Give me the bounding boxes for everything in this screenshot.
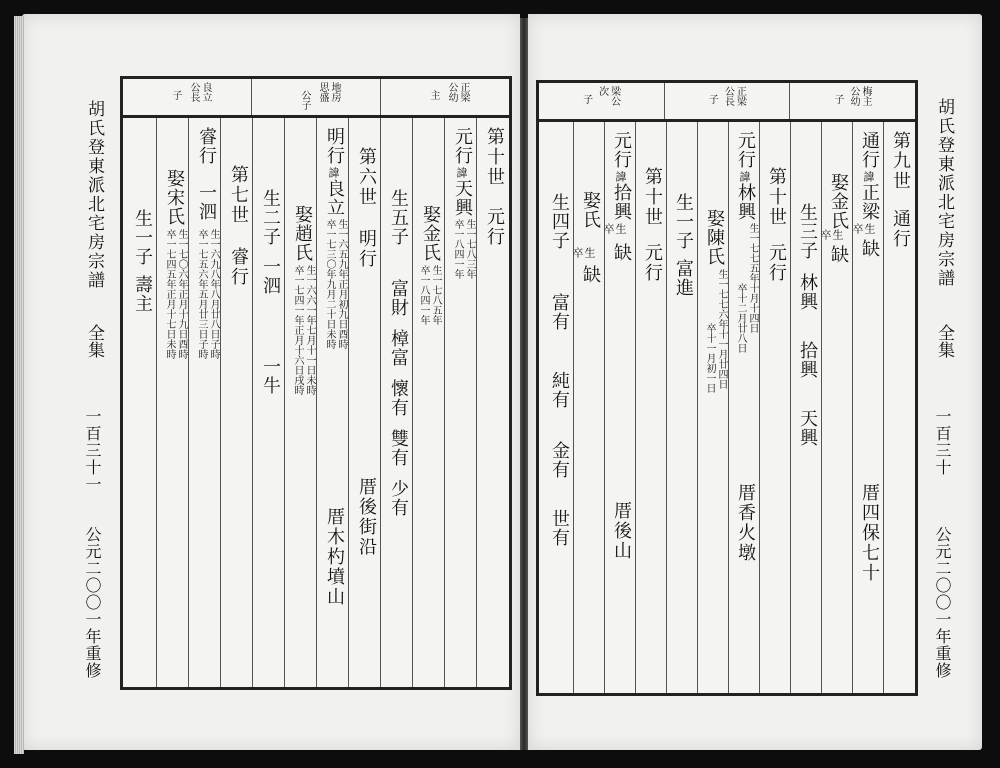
person-name: 元行: [735, 131, 756, 169]
birth-date: 生一七八三年: [464, 219, 475, 279]
son-name: 一牛: [260, 357, 281, 395]
death-date: 卒: [851, 223, 864, 234]
generation-label: 第十世: [484, 127, 505, 187]
header-cell: 正梁 公長 子: [664, 83, 790, 119]
sons-count: 生一子: [132, 209, 153, 266]
reprint-note: 公元二〇〇一年重修: [933, 526, 952, 679]
son-name: 少有: [388, 479, 409, 517]
generation-label: 第六世: [356, 147, 377, 207]
death-date: 卒一七三〇年九月二十日未時: [324, 219, 335, 349]
son-name: 樟富: [388, 329, 409, 367]
sons-count: 生四子: [549, 193, 570, 250]
header-cell: 地房 思盛 公子: [251, 79, 380, 115]
left-page: [22, 14, 520, 750]
son-name: 雙有: [388, 429, 409, 467]
status-missing: 缺: [611, 243, 632, 262]
genealogy-table: 梅主 公幼 子 正梁 公長 子 梁公 次 子 第九世 通行 通行 諱 正梁 生 卒 缺 厝四保七十 娶金氏 生 卒 缺 生三子 林興 拾興 天興 第十世 元行 元行 諱 林興 生一七七五年十月十四日 卒十二月廿八日 厝香火墩 娶陳氏 生一七七六年十一月廿四日 卒十一月初一日 生一子 富進 第十世 元行 元行 諱 拾興 生 卒 缺 厝後山 娶氏 生 卒 缺 生四子 富有 純有 金有 世有: [536, 80, 918, 696]
person-given-name: 一泗: [196, 183, 217, 221]
generation-label: 第十世: [642, 167, 663, 227]
grave-location: 厝四保七十: [859, 483, 880, 583]
birth-date: 生一六九八年八月廿八日子時: [208, 229, 219, 359]
death-date: 卒: [571, 247, 584, 258]
son-name: 金有: [549, 441, 570, 479]
person-name: 明行: [324, 127, 345, 165]
sons-count: 生五子: [388, 189, 409, 246]
spouse-name: 娶金氏: [828, 173, 849, 230]
right-page: [528, 14, 982, 750]
death-date: 卒: [819, 229, 832, 240]
spouse-name: 娶金氏: [420, 205, 441, 262]
generation-name: 通行: [890, 209, 911, 249]
person-name: 元行: [611, 131, 632, 169]
person-given-name: 正梁: [859, 183, 880, 221]
status-missing: 缺: [580, 265, 601, 284]
reprint-note: 公元二〇〇一年重修: [83, 526, 102, 679]
death-date: 卒一七五六年五月廿三日子時: [196, 229, 207, 359]
series-label: 全集: [84, 324, 104, 358]
sons-count: 生二子: [260, 189, 281, 246]
page-number: 一百三十一: [83, 408, 102, 493]
son-name: 懷有: [388, 379, 409, 417]
birth-date: 生一六五九年正月初九日酉時: [336, 219, 347, 349]
son-name: 純有: [549, 371, 570, 409]
birth-date: 生: [831, 229, 844, 240]
person-given-name: 拾興: [611, 183, 632, 221]
book-title: 胡氏登東派北宅房宗譜: [934, 98, 954, 288]
person-given-name: 林興: [735, 183, 756, 221]
grave-location: 厝後街沿: [356, 477, 377, 557]
son-name: 拾興: [797, 341, 818, 379]
death-date: 卒十二月廿八日: [735, 283, 746, 353]
son-name: 壽主: [132, 275, 153, 313]
grave-location: 厝木杓墳山: [324, 507, 345, 607]
person-name: 睿行: [196, 127, 217, 165]
birth-date: 生: [583, 247, 596, 258]
birth-date: 生一七八五年: [430, 265, 441, 325]
status-missing: 缺: [859, 239, 880, 258]
header-cell: 良立 公長 子: [170, 82, 211, 102]
sons-count: 生一子: [673, 193, 694, 250]
birth-date: 生一七七六年十一月廿四日: [716, 269, 727, 389]
sons-count: 生三子: [797, 203, 818, 260]
birth-date: 生: [614, 223, 627, 234]
spouse-name: 娶氏: [580, 191, 601, 229]
book-title: 胡氏登東派北宅房宗譜: [84, 100, 104, 290]
person-name: 元行: [452, 127, 473, 165]
birth-date: 生一六六一年七月十一日未時: [304, 265, 315, 395]
spouse-name: 娶趙氏: [292, 205, 313, 262]
death-date: 卒一七四一年正月十六日戌時: [292, 265, 303, 395]
series-label: 全集: [934, 324, 954, 358]
son-name: 世有: [549, 509, 570, 547]
generation-label: 第十世: [766, 167, 787, 227]
genealogy-table: 正梁 公幼 主 地房 思盛 公子 良立 公長 子 第十世 元行 元行 諱 天興 生一七八三年 卒一八四一年 娶金氏 生一七八五年 卒一八四一年 生五子 富財 樟富 懷有 雙有 少有 厝後街沿 第六世 明行 明行 諱 良立 生一六五九年正月初九日酉時 卒一七三〇年九月二十日未時 娶趙氏 生一六六一年七月十一日未時 卒一七四一年正月十六日戌時 厝木杓墳山 生二子 一泗 一牛 第七世 睿行 睿行 一泗 生一六九八年八月廿八日子時 卒一七五六年五月廿三日子時 娶宋氏 生一七〇六年正月十九日酉時 卒一七四五年正月十七日未時 生一子 壽主: [120, 76, 512, 690]
death-date: 卒: [602, 223, 615, 234]
birth-date: 生一七七五年十月十四日: [747, 223, 758, 333]
generation-label: 第九世: [890, 131, 911, 191]
person-name: 通行: [859, 131, 880, 169]
grave-location: 厝後山: [611, 501, 632, 561]
generation-name: 明行: [356, 229, 377, 269]
son-name: 富財: [388, 279, 409, 317]
person-given-name: 天興: [452, 179, 473, 217]
page-number: 一百三十: [933, 408, 952, 476]
birth-date: 生: [863, 223, 876, 234]
spouse-name: 娶宋氏: [164, 169, 185, 226]
header-cell: 正梁 公幼 主: [380, 79, 509, 115]
person-given-name: 良立: [324, 179, 345, 217]
header-cell: 梁公 次 子: [580, 86, 620, 106]
header-row: [539, 83, 915, 122]
son-name: 林興: [797, 273, 818, 311]
grave-location: 厝香火墩: [735, 483, 756, 563]
death-date: 卒一七四五年正月十七日未時: [164, 229, 175, 359]
header-cell: 梅主 公幼 子: [789, 83, 915, 119]
generation-label: 第七世: [228, 165, 249, 225]
generation-name: 元行: [642, 243, 663, 283]
generation-name: 睿行: [228, 247, 249, 287]
generation-name: 元行: [484, 207, 505, 247]
son-name: 一泗: [260, 257, 281, 295]
birth-date: 生一七〇六年正月十九日酉時: [176, 229, 187, 359]
death-date: 卒一八四一年: [452, 219, 463, 279]
spouse-name: 娶陳氏: [704, 209, 725, 266]
status-missing: 缺: [828, 245, 849, 264]
son-name: 富進: [673, 259, 694, 297]
son-name: 天興: [797, 409, 818, 447]
header-row: [123, 79, 509, 118]
son-name: 富有: [549, 293, 570, 331]
generation-name: 元行: [766, 243, 787, 283]
death-date: 卒十一月初一日: [704, 323, 715, 393]
death-date: 卒一八四一年: [418, 265, 429, 325]
